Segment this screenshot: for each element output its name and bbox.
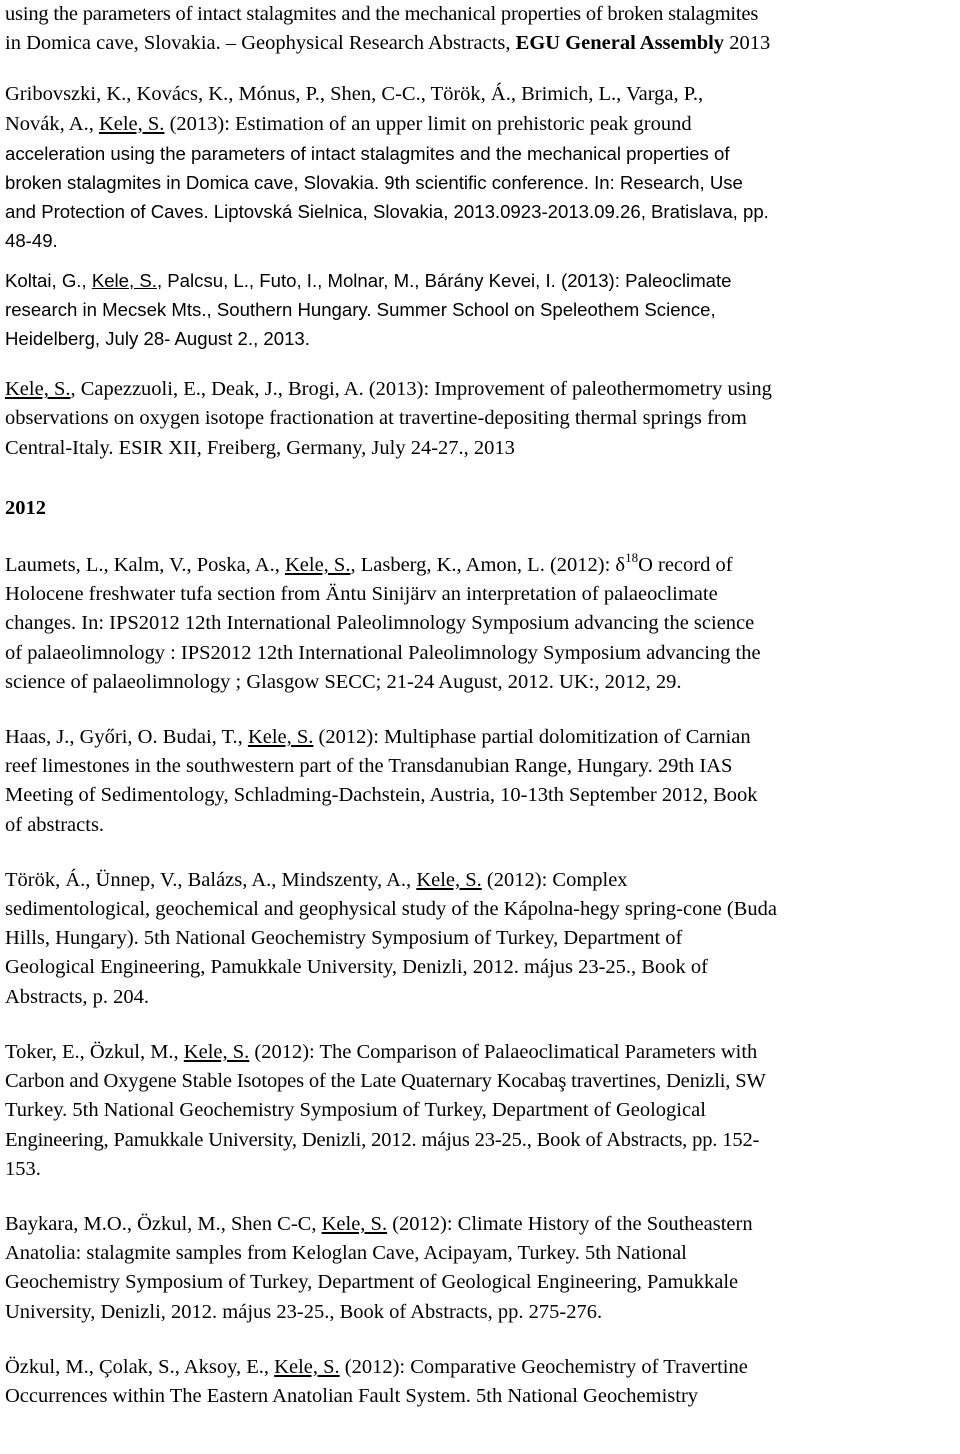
highlighted-author: Kele, S. — [321, 1212, 388, 1235]
entry-line — [5, 1067, 959, 1096]
highlighted-author: Kele, S. — [183, 1040, 250, 1063]
entry-line — [5, 811, 959, 840]
text-run: O record of — [638, 554, 733, 577]
entry-line — [5, 110, 959, 139]
entry-line — [5, 0, 959, 29]
reference-entry-toker — [5, 1038, 959, 1184]
author-list: Gribovszki, K., Kovács, K., Mónus, P., Shen, C-C., Török, Á., Brimich, L., Varga, P., — [5, 83, 704, 106]
entry-line — [5, 781, 959, 810]
entry-line — [5, 375, 959, 404]
text-run: Anatolia: stalagmite samples from Keloglan Cave, Acipayam, Turkey. 5th National — [5, 1242, 687, 1265]
entry-line — [5, 866, 959, 895]
text-run: (2013): Estimation of an upper limit on prehistoric peak ground — [164, 112, 692, 135]
text-run: observations on oxygen isotope fractionation at travertine-depositing thermal springs from — [5, 407, 747, 430]
text-run: research in Mecsek Mts., Southern Hungary. Summer School on Speleothem Science, — [5, 298, 716, 320]
text-run: , Lasberg, K., Amon, L. (2012): δ — [350, 554, 626, 577]
text-run: Abstracts, p. 204. — [5, 985, 150, 1008]
reference-entry-koltai — [5, 266, 959, 354]
entry-line — [5, 226, 959, 255]
text-run: Meeting of Sedimentology, Schladming-Dachstein, Austria, 10-13th September 2012, Book — [5, 784, 758, 807]
entry-line — [5, 404, 959, 433]
conference-name: EGU General Assembly — [515, 32, 725, 55]
text-run: 2013 — [724, 32, 771, 55]
text-run: Geochemistry Symposium of Turkey, Department of Geological Engineering, Pamukkale — [5, 1271, 739, 1294]
entry-line — [5, 895, 959, 924]
highlighted-author: Kele, S. — [416, 868, 482, 891]
text-run: Carbon and Oxygene Stable Isotopes of the Late Quaternary Kocabaş travertines, Denizli, SW — [5, 1070, 766, 1093]
reference-entry-baykara — [5, 1210, 959, 1327]
text-run: Toker, E., Özkul, M., — [5, 1040, 184, 1063]
reference-entry-torok — [5, 866, 959, 1012]
text-run: , Capezzuoli, E., Deak, J., Brogi, A. (2013): Improvement of paleothermometry using — [70, 378, 772, 401]
entry-line — [5, 752, 959, 781]
text-run: using the parameters of intact stalagmites and the mechanical properties of broken stalagmites — [5, 3, 759, 25]
entry-line — [5, 953, 959, 982]
text-run: in Domica cave, Slovakia. – Geophysical Research Abstracts, — [5, 32, 516, 55]
entry-line — [5, 324, 959, 353]
entry-line — [5, 924, 959, 953]
entry-line — [5, 1038, 959, 1067]
text-run: Hills, Hungary). 5th National Geochemistry Symposium of Turkey, Department of — [5, 927, 683, 950]
text-run: Heidelberg, July 28- August 2., 2013. — [5, 328, 310, 350]
highlighted-author: Kele, S. — [284, 554, 351, 577]
text-run: (2012): The Comparison of Palaeoclimatical Parameters with — [249, 1040, 758, 1063]
text-run: sedimentological, geochemical and geophysical study of the Kápolna-hegy spring-cone (Buda — [5, 898, 777, 921]
entry-line — [5, 1155, 959, 1184]
highlighted-author: Kele, S. — [274, 1355, 340, 1378]
reference-entry-ozkul — [5, 1353, 959, 1411]
text-run: Engineering, Pamukkale University, Denizli, 2012. május 23-25., Book of Abstracts, pp. 152- — [5, 1128, 760, 1151]
highlighted-author: Kele, S. — [5, 378, 71, 401]
text-run: Haas, J., Győri, O. Budai, T., — [5, 726, 248, 749]
entry-line — [5, 139, 959, 168]
text-run: reef limestones in the southwestern part of the Transdanubian Range, Hungary. 29th IAS — [5, 755, 733, 778]
text-run: Özkul, M., Çolak, S., Aksoy, E., — [5, 1355, 275, 1378]
entry-line — [5, 1126, 959, 1155]
entry-line — [5, 639, 959, 668]
highlighted-author: Kele, S. — [91, 269, 157, 291]
entry-line — [5, 668, 959, 697]
text-run: science of palaeolimnology ; Glasgow SECC; 21-24 August, 2012. UK:, 2012, 29. — [5, 670, 682, 693]
text-run: Novák, A., — [5, 112, 99, 135]
text-run: University, Denizli, 2012. május 23-25., Book of Abstracts, pp. 275-276. — [5, 1300, 603, 1323]
text-run: 48-49. — [5, 230, 58, 252]
reference-entry-gribovszki — [5, 80, 959, 255]
entry-line — [5, 80, 959, 109]
reference-entry-domica-egu — [5, 0, 959, 58]
text-run: Laumets, L., Kalm, V., Poska, A., — [5, 554, 285, 577]
document-page — [5, 0, 959, 1411]
text-run: changes. In: IPS2012 12th International Paleolimnology Symposium advancing the science — [5, 612, 755, 635]
entry-line — [5, 29, 959, 58]
isotope-superscript: 18 — [625, 550, 639, 566]
text-run: (2012): Comparative Geochemistry of Travertine — [339, 1355, 748, 1378]
entry-line — [5, 723, 959, 752]
text-run: acceleration using the parameters of intact stalagmites and the mechanical properties of — [5, 142, 730, 164]
text-run: Török, Á., Ünnep, V., Balázs, A., Mindszenty, A., — [5, 868, 417, 891]
reference-entry-haas — [5, 723, 959, 840]
reference-entry-laumets — [5, 551, 959, 697]
entry-line — [5, 1353, 959, 1382]
entry-line — [5, 983, 959, 1012]
entry-line — [5, 266, 959, 295]
entry-line — [5, 1096, 959, 1125]
text-run: , Palcsu, L., Futo, I., Molnar, M., Bárány Kevei, I. (2013): Paleoclimate — [156, 269, 732, 291]
text-run: and Protection of Caves. Liptovská Sielnica, Slovakia, 2013.0923-2013.09.26, Bratislava, pp. — [5, 201, 769, 223]
text-run: Baykara, M.O., Özkul, M., Shen C-C, — [5, 1212, 322, 1235]
entry-line — [5, 295, 959, 324]
entry-line — [5, 1298, 959, 1327]
text-run: of palaeolimnology : IPS2012 12th International Paleolimnology Symposium advancing the — [5, 641, 761, 664]
text-run: Central-Italy. ESIR XII, Freiberg, Germany, July 24-27., 2013 — [5, 436, 515, 459]
text-run: of abstracts. — [5, 813, 105, 836]
text-run: Turkey. 5th National Geochemistry Symposium of Turkey, Department of Geological — [5, 1099, 706, 1122]
text-run: Koltai, G., — [5, 269, 92, 291]
reference-entry-kele-capezzuoli — [5, 375, 959, 463]
entry-line — [5, 434, 959, 463]
text-run: Occurrences within The Eastern Anatolian Fault System. 5th National Geochemistry — [5, 1384, 699, 1407]
entry-line — [5, 609, 959, 638]
entry-line — [5, 168, 959, 197]
text-run: 153. — [5, 1157, 41, 1180]
highlighted-author: Kele, S. — [98, 112, 165, 135]
entry-line — [5, 551, 959, 580]
entry-line — [5, 197, 959, 226]
entry-line — [5, 1239, 959, 1268]
text-run: (2012): Complex — [481, 868, 628, 891]
entry-line — [5, 1382, 959, 1411]
text-run: (2012): Multiphase partial dolomitization of Carnian — [313, 726, 751, 749]
highlighted-author: Kele, S. — [247, 726, 314, 749]
entry-line — [5, 580, 959, 609]
entry-line — [5, 1210, 959, 1239]
text-run: (2012): Climate History of the Southeastern — [387, 1212, 753, 1235]
entry-line — [5, 1268, 959, 1297]
year-heading-2012: 2012 — [5, 496, 46, 519]
text-run: broken stalagmites in Domica cave, Slovakia. 9th scientific conference. In: Research, Use — [5, 172, 743, 194]
text-run: Geological Engineering, Pamukkale University, Denizli, 2012. május 23-25., Book of — [5, 956, 708, 979]
text-run: Holocene freshwater tufa section from Äntu Sinijärv an interpretation of palaeoclimate — [5, 583, 718, 606]
